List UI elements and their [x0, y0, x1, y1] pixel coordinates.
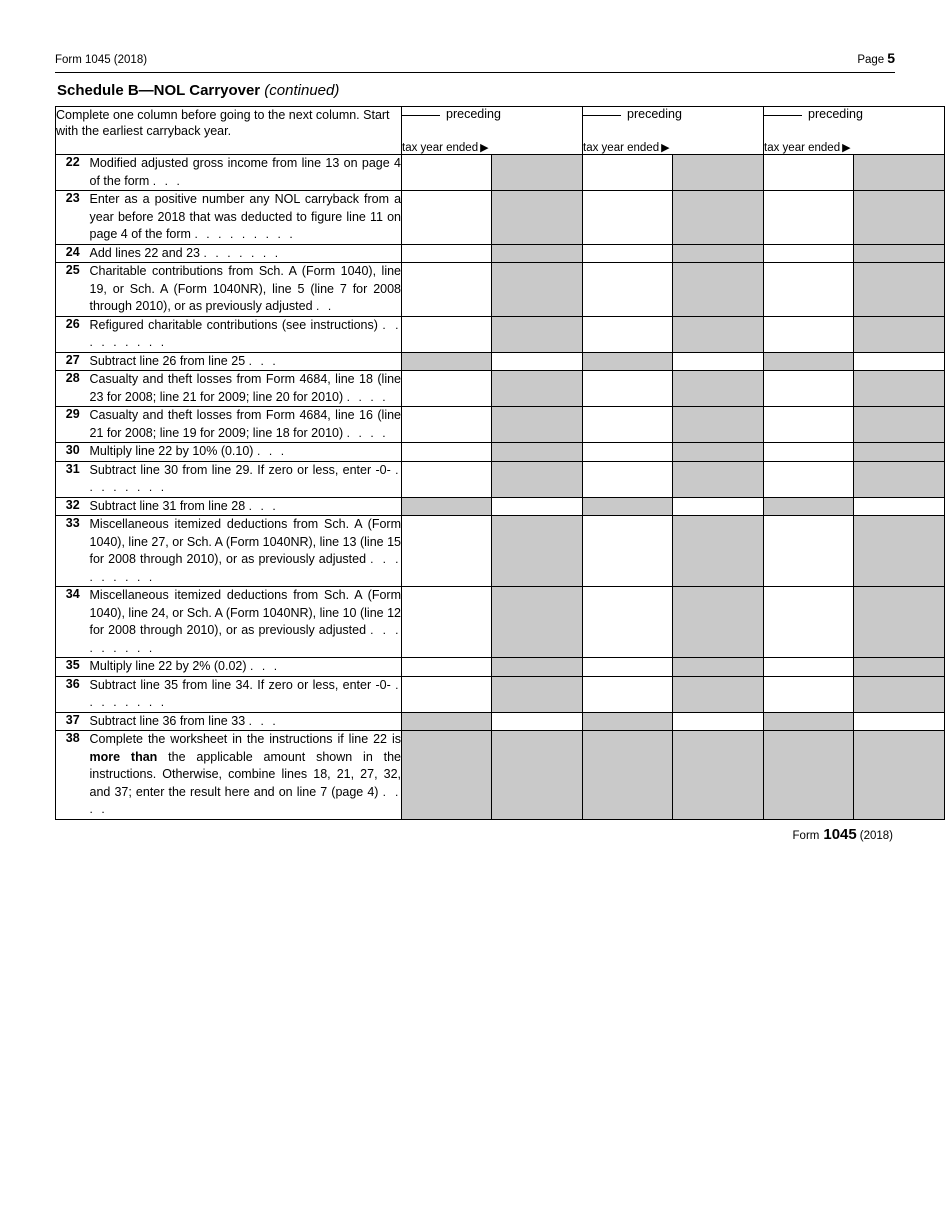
line-description-pre: Complete the worksheet in the instructions if line 22 is: [89, 732, 402, 746]
leader-dots: . . . .: [346, 389, 389, 404]
leader-dots: . . . . . . . . .: [89, 623, 402, 655]
line-description: [90, 352, 402, 371]
amount-cell-blocked: [673, 587, 764, 658]
amount-cell-blocked: [402, 352, 492, 371]
amount-cell-blocked: [673, 516, 764, 587]
line-number: 30: [56, 443, 90, 462]
column-instructions: Complete one column before going to the next column. Start with the earliest carryback year.: [56, 107, 402, 155]
table-row: [56, 191, 945, 245]
amount-cell-blocked: [492, 407, 583, 443]
amount-cell-input[interactable]: [402, 658, 492, 677]
leader-dots: . . . . . . .: [203, 245, 281, 260]
amount-cell-blocked: [402, 731, 492, 820]
page-footer: [55, 820, 895, 843]
amount-cell-input[interactable]: [402, 516, 492, 587]
tax-year-ended-3: [764, 141, 944, 154]
amount-cell-input[interactable]: [583, 443, 673, 462]
line-number: 32: [56, 497, 90, 516]
line-description-emphasis: more than: [89, 749, 158, 764]
line-description-text: Multiply line 22 by 10% (0.10): [89, 444, 254, 458]
line-description: [90, 658, 402, 677]
amount-cell-blocked: [583, 352, 673, 371]
amount-cell-blocked: [854, 461, 945, 497]
amount-cell-input[interactable]: [402, 191, 492, 245]
amount-cell-blocked: [764, 352, 854, 371]
amount-cell-blocked: [673, 371, 764, 407]
preceding-label-2: preceding: [627, 107, 682, 121]
amount-cell-blocked: [492, 191, 583, 245]
leader-dots: . . . . . . . . .: [194, 227, 296, 241]
amount-cell-input[interactable]: [764, 155, 854, 191]
amount-cell-blocked: [854, 676, 945, 712]
amount-cell-input[interactable]: [854, 352, 945, 371]
leader-dots: . . . . . . . . .: [89, 317, 402, 349]
amount-cell-input[interactable]: [583, 587, 673, 658]
amount-cell-blocked: [854, 191, 945, 245]
tax-year-ended-label-3: tax year ended: [764, 142, 841, 154]
amount-cell-blocked: [492, 244, 583, 263]
table-row: [56, 443, 945, 462]
amount-cell-blocked: [402, 497, 492, 516]
page-number: 5: [887, 50, 895, 66]
amount-cell-input[interactable]: [402, 407, 492, 443]
amount-cell-blocked: [764, 712, 854, 731]
tax-year-ended-1: [402, 141, 582, 154]
line-number: 31: [56, 461, 90, 497]
amount-cell-input[interactable]: [764, 244, 854, 263]
amount-cell-blocked: [673, 443, 764, 462]
line-description: [90, 191, 402, 245]
amount-cell-blocked: [854, 244, 945, 263]
amount-cell-blocked: [854, 658, 945, 677]
amount-cell-input[interactable]: [402, 316, 492, 352]
amount-cell-input[interactable]: [764, 461, 854, 497]
year-column-2[interactable]: [583, 107, 764, 155]
leader-dots: . . . . . . . . .: [89, 552, 402, 584]
tax-year-ended-label-1: tax year ended: [402, 142, 479, 154]
leader-dots: . . . . . . . .: [89, 677, 402, 709]
amount-cell-input[interactable]: [854, 497, 945, 516]
amount-cell-blocked: [492, 658, 583, 677]
line-number: 25: [56, 263, 90, 317]
amount-cell-input[interactable]: [583, 516, 673, 587]
amount-cell-blocked: [492, 443, 583, 462]
year-blank-3[interactable]: [764, 115, 802, 116]
amount-cell-blocked: [492, 263, 583, 317]
leader-dots: . . . .: [89, 784, 401, 816]
amount-cell-blocked: [673, 316, 764, 352]
amount-cell-blocked: [854, 443, 945, 462]
line-description-text: Miscellaneous itemized deductions from Sch. A (Form 1040), line 24, or Sch. A (Form 1040NR), line 10 (line 12 for 2008 through 2010), or as previously adjusted: [89, 588, 402, 637]
table-row: [56, 263, 945, 317]
line-description: [90, 712, 402, 731]
preceding-year-entry-2[interactable]: [583, 107, 763, 121]
amount-cell-input[interactable]: [764, 371, 854, 407]
line-description-text: Miscellaneous itemized deductions from Sch. A (Form 1040), line 27, or Sch. A (Form 1040NR), line 13 (line 15 for 2008 through 2010), or as previously adjusted: [89, 517, 402, 566]
amount-cell-input[interactable]: [583, 461, 673, 497]
amount-cell-blocked: [673, 407, 764, 443]
amount-cell-input[interactable]: [764, 316, 854, 352]
preceding-year-entry-3[interactable]: [764, 107, 944, 121]
table-row: [56, 658, 945, 677]
line-description: [90, 516, 402, 587]
line-number: 28: [56, 371, 90, 407]
header-rule: [55, 72, 895, 73]
amount-cell-blocked: [492, 731, 583, 820]
line-description-post: the applicable amount shown in the instructions. Otherwise, combine lines 18, 21, 27, 32, and 37; enter the result here and on line 7 (page 4): [89, 749, 402, 799]
leader-dots: . . .: [152, 173, 183, 188]
amount-cell-blocked: [402, 712, 492, 731]
amount-cell-input[interactable]: [764, 191, 854, 245]
line-number: 33: [56, 516, 90, 587]
amount-cell-input[interactable]: [492, 497, 583, 516]
amount-cell-input[interactable]: [764, 587, 854, 658]
line-number: 23: [56, 191, 90, 245]
leader-dots: . .: [316, 299, 334, 313]
amount-cell-input[interactable]: [492, 712, 583, 731]
leader-dots: . . .: [250, 659, 280, 673]
page-label: Page: [857, 54, 885, 66]
amount-cell-blocked: [673, 155, 764, 191]
arrow-icon: ▶: [480, 142, 489, 154]
line-number: 29: [56, 407, 90, 443]
amount-cell-input[interactable]: [402, 263, 492, 317]
amount-cell-input[interactable]: [492, 352, 583, 371]
line-description-text: Modified adjusted gross income from line 13 on page 4 of the form: [89, 156, 402, 188]
amount-cell-blocked: [492, 316, 583, 352]
table-row: [56, 316, 945, 352]
preceding-label-3: preceding: [808, 107, 863, 121]
amount-cell-blocked: [673, 731, 764, 820]
table-body: [56, 155, 945, 820]
tax-year-ended-label-2: tax year ended: [583, 142, 660, 154]
line-number: 35: [56, 658, 90, 677]
amount-cell-input[interactable]: [402, 443, 492, 462]
schedule-title-text: Schedule B—NOL Carryover: [57, 82, 261, 99]
table-row: [56, 407, 945, 443]
amount-cell-blocked: [764, 731, 854, 820]
footer-form-word: Form: [792, 829, 820, 842]
line-description-text: Subtract line 26 from line 25: [89, 353, 246, 368]
line-description: [90, 316, 402, 352]
year-blank-2[interactable]: [583, 115, 621, 116]
amount-cell-input[interactable]: [764, 676, 854, 712]
amount-cell-input[interactable]: [402, 587, 492, 658]
amount-cell-input[interactable]: [764, 443, 854, 462]
amount-cell-input[interactable]: [583, 244, 673, 263]
table-header-row: [56, 107, 945, 155]
schedule-continued-text: (continued): [264, 82, 340, 99]
year-column-3[interactable]: [764, 107, 945, 155]
amount-cell-blocked: [492, 587, 583, 658]
line-description-text: Subtract line 35 from line 34. If zero or less, enter -0-: [89, 677, 391, 692]
amount-cell-blocked: [854, 263, 945, 317]
line-description-text: Multiply line 22 by 2% (0.02): [89, 659, 247, 673]
line-description-text: Add lines 22 and 23: [89, 245, 201, 260]
amount-cell-blocked: [673, 461, 764, 497]
tax-year-ended-2: [583, 141, 763, 154]
amount-cell-blocked: [854, 407, 945, 443]
table-row: [56, 352, 945, 371]
amount-cell-input[interactable]: [673, 712, 764, 731]
line-description-text: Charitable contributions from Sch. A (Form 1040), line 19, or Sch. A (Form 1040NR), line 5 (line 7 for 2008 through 2010), or as previously adjusted: [89, 264, 402, 313]
line-description: [90, 155, 402, 191]
footer-form-year: (2018): [859, 829, 893, 842]
amount-cell-input[interactable]: [764, 516, 854, 587]
amount-cell-blocked: [492, 461, 583, 497]
year-blank-1[interactable]: [402, 115, 440, 116]
amount-cell-blocked: [854, 516, 945, 587]
page-indicator: [857, 50, 895, 66]
table-row: [56, 676, 945, 712]
line-description-text: Casualty and theft losses from Form 4684, line 18 (line 23 for 2008; line 21 for 2009; line 20 for 2010): [89, 372, 402, 404]
amount-cell-input[interactable]: [402, 676, 492, 712]
amount-cell-blocked: [673, 191, 764, 245]
amount-cell-input[interactable]: [764, 658, 854, 677]
amount-cell-input[interactable]: [583, 155, 673, 191]
amount-cell-input[interactable]: [402, 371, 492, 407]
line-description: [90, 497, 402, 516]
preceding-label-1: preceding: [446, 107, 501, 121]
amount-cell-blocked: [492, 371, 583, 407]
amount-cell-input[interactable]: [583, 371, 673, 407]
footer-form-number: 1045: [823, 825, 857, 843]
amount-cell-blocked: [673, 658, 764, 677]
line-description: [90, 587, 402, 658]
leader-dots: . . . .: [346, 425, 389, 440]
table-row: [56, 516, 945, 587]
amount-cell-input[interactable]: [583, 676, 673, 712]
amount-cell-input[interactable]: [673, 497, 764, 516]
nol-carryover-table: [55, 106, 945, 820]
leader-dots: . . . . . . . .: [89, 462, 402, 494]
line-description: [90, 676, 402, 712]
amount-cell-blocked: [492, 676, 583, 712]
table-row: [56, 497, 945, 516]
amount-cell-input[interactable]: [583, 316, 673, 352]
amount-cell-input[interactable]: [583, 191, 673, 245]
line-description-text: Subtract line 30 from line 29. If zero or less, enter -0-: [89, 462, 391, 477]
amount-cell-blocked: [854, 316, 945, 352]
amount-cell-input[interactable]: [854, 712, 945, 731]
line-description-text: Subtract line 31 from line 28: [89, 498, 246, 513]
amount-cell-input[interactable]: [402, 461, 492, 497]
line-number: 34: [56, 587, 90, 658]
amount-cell-blocked: [673, 263, 764, 317]
line-number: 36: [56, 676, 90, 712]
line-number: 22: [56, 155, 90, 191]
table-row: [56, 244, 945, 263]
line-number: 38: [56, 731, 90, 820]
line-number: 27: [56, 352, 90, 371]
amount-cell-input[interactable]: [764, 407, 854, 443]
line-description-text: Casualty and theft losses from Form 4684, line 16 (line 21 for 2008; line 19 for 2009; line 18 for 2010): [89, 408, 402, 440]
leader-dots: . . .: [248, 713, 279, 728]
amount-cell-blocked: [583, 712, 673, 731]
line-description: [90, 461, 402, 497]
line-description: [90, 731, 402, 820]
amount-cell-blocked: [854, 587, 945, 658]
leader-dots: . . .: [248, 498, 279, 513]
line-description-text: Refigured charitable contributions (see instructions): [89, 317, 378, 332]
leader-dots: . . .: [248, 353, 279, 368]
schedule-title: [55, 80, 895, 106]
amount-cell-input[interactable]: [583, 407, 673, 443]
page-header: [55, 50, 895, 72]
arrow-icon: ▶: [842, 142, 851, 154]
line-description: [90, 244, 402, 263]
table-row: [56, 461, 945, 497]
line-number: 24: [56, 244, 90, 263]
amount-cell-blocked: [583, 497, 673, 516]
amount-cell-input[interactable]: [673, 352, 764, 371]
line-description: [90, 371, 402, 407]
line-number: 26: [56, 316, 90, 352]
line-description-text: Subtract line 36 from line 33: [89, 713, 246, 728]
amount-cell-blocked: [492, 155, 583, 191]
amount-cell-input[interactable]: [583, 263, 673, 317]
amount-cell-blocked: [673, 244, 764, 263]
preceding-year-entry-1[interactable]: [402, 107, 582, 121]
amount-cell-blocked: [583, 731, 673, 820]
amount-cell-input[interactable]: [402, 244, 492, 263]
amount-cell-blocked: [854, 155, 945, 191]
table-row: [56, 587, 945, 658]
line-description: [90, 443, 402, 462]
form-sheet: [55, 50, 895, 843]
table-row: [56, 712, 945, 731]
leader-dots: . . .: [256, 444, 287, 458]
line-number: 37: [56, 712, 90, 731]
table-row: [56, 155, 945, 191]
amount-cell-blocked: [673, 676, 764, 712]
amount-cell-blocked: [854, 371, 945, 407]
amount-cell-input[interactable]: [583, 658, 673, 677]
amount-cell-blocked: [492, 516, 583, 587]
amount-cell-input[interactable]: [402, 155, 492, 191]
line-description: [90, 263, 402, 317]
arrow-icon: ▶: [661, 142, 670, 154]
form-identifier: Form 1045 (2018): [55, 54, 148, 66]
table-row: [56, 731, 945, 820]
line-description-text: Enter as a positive number any NOL carryback from a year before 2018 that was deducted to figure line 11 on page 4 of the form: [89, 192, 402, 241]
amount-cell-blocked: [854, 731, 945, 820]
amount-cell-blocked: [764, 497, 854, 516]
line-description: [90, 407, 402, 443]
table-row: [56, 371, 945, 407]
year-column-1[interactable]: [402, 107, 583, 155]
amount-cell-input[interactable]: [764, 263, 854, 317]
